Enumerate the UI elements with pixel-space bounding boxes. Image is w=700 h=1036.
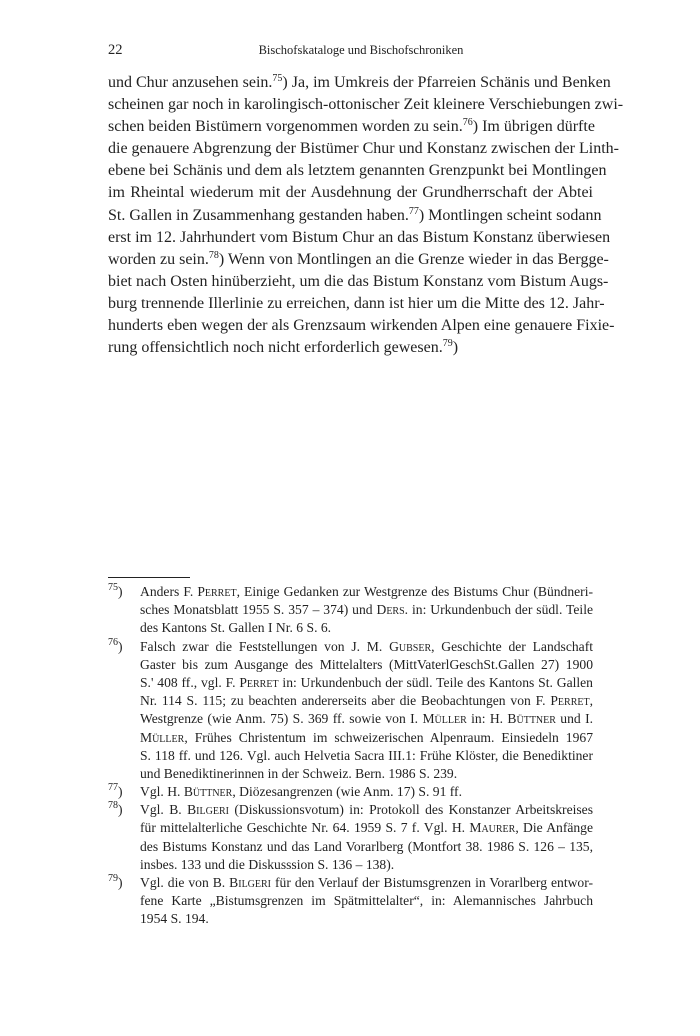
footnote-text: für den Verlauf der Bistumsgrenzen in Vorarlberg entwor-: [271, 875, 593, 890]
footnote-text: Anders F.: [140, 584, 198, 599]
footnote: [108, 783, 593, 801]
body-text: hunderts eben wegen der als Grenzsaum wirkenden Alpen eine genauere Fixie-: [108, 317, 615, 335]
footnote-text: , Die Anfänge: [515, 820, 594, 836]
footnote-reference: 79: [442, 338, 453, 350]
author-name: Maurer: [469, 820, 516, 836]
footnote-line: [140, 892, 593, 910]
body-text: im Rheintal wiederum mit der Ausdehnung der Grundherrschaft der Abtei: [108, 184, 593, 202]
author-name: Müller: [422, 711, 467, 727]
body-text: erst im 12. Jahrhundert vom Bistum Chur an das Bistum Konstanz überwiesen: [108, 228, 611, 246]
footnote-text: S. 118 ff. und 126. Vgl. auch Helvetia Sacra III.1: Frühe Klöster, die Benediktiner: [140, 747, 593, 763]
author-name: Perret: [197, 584, 237, 599]
footnote-text: in: Urkundenbuch der südl. Teile des Kantons St. Gallen: [278, 674, 593, 690]
body-line: [108, 293, 605, 315]
body-line: [108, 116, 593, 138]
footnote-line: [140, 819, 593, 837]
footnote-separator: [108, 577, 190, 578]
author-name: Perret: [239, 674, 279, 690]
footnote-text: für mittelalterliche Geschichte Nr. 64. 1959 S. 7 f. Vgl. H.: [140, 820, 470, 836]
page-number: 22: [108, 42, 123, 58]
body-text: rung offensichtlich noch nicht erforderlich gewesen.: [108, 339, 443, 357]
body-text: ) Im übrigen dürfte: [472, 118, 595, 136]
body-text: ) Ja, im Umkreis der Pfarreien Schänis und Benken: [282, 74, 611, 91]
body-text: ) Wenn von Montlingen an die Grenze wieder in das Bergge-: [218, 250, 609, 268]
footnote: [108, 801, 593, 874]
footnote-text: , Diözesangrenzen (wie Anm. 17) S. 91 ff.: [232, 784, 462, 800]
footnote-line: [140, 856, 593, 874]
footnote-text: und I.: [555, 711, 593, 727]
body-line: [108, 72, 611, 94]
footnote-text: und Benediktinerinnen in der Schweiz. Bern. 1986 S. 239.: [140, 765, 458, 781]
footnote-line: [140, 783, 593, 801]
footnotes: [108, 583, 593, 929]
body-line: [108, 315, 615, 337]
footnote-line: [140, 765, 593, 783]
footnote-text: des Kantons St. Gallen I Nr. 6 S. 6.: [140, 620, 332, 636]
footnote-text: Vgl. die von B.: [140, 875, 230, 890]
author-name: Bilgeri: [187, 802, 229, 818]
author-name: Büttner: [183, 784, 233, 800]
body-text: biet nach Osten hinüberzieht, um die das Bistum Konstanz vom Bistum Augs-: [108, 272, 609, 290]
footnote-text: , Frühes Christentum im schweizerischen Alpenraum. Einsiedeln 1967: [184, 729, 593, 745]
footnote-text: in: Urkundenbuch der südl. Teile: [408, 602, 594, 618]
footnote-text: Vgl. B.: [140, 802, 188, 818]
body-text: ): [452, 339, 459, 357]
footnote-number: $^{77}$): [108, 782, 123, 800]
footnote-text: , Geschichte der Landschaft: [431, 638, 593, 654]
footnote-text: insbes. 133 und die Diskusssion S. 136 – 138).: [140, 856, 395, 872]
footnote-line: [140, 910, 593, 928]
footnote-text: Westgrenze (wie Anm. 75) S. 369 ff. sowie von I.: [140, 711, 423, 727]
footnote-line: [140, 656, 593, 674]
body-line: [108, 160, 607, 182]
footnote: [108, 874, 593, 929]
body-line: [108, 138, 619, 160]
footnote-line: [140, 583, 593, 601]
main-text: [108, 72, 624, 359]
body-line: [108, 182, 593, 204]
footnote-number: $^{75}$): [108, 582, 123, 599]
footnote-line: [140, 674, 593, 692]
body-line: [108, 205, 602, 227]
author-name: Ders.: [376, 602, 409, 618]
footnote-line: [140, 801, 593, 819]
footnote-text: Gaster bis zum Ausgange des Mittelalters (MittVaterlGeschSt.Gallen 27) 1900: [140, 656, 593, 672]
body-line: [108, 337, 593, 359]
author-name: Gubser: [389, 638, 432, 654]
footnote-reference: 76: [462, 117, 473, 129]
footnote-number: $^{79}$): [108, 873, 123, 890]
footnote-line: [140, 601, 593, 619]
footnote-line: [140, 619, 593, 637]
footnote-number: $^{78}$): [108, 800, 123, 818]
body-text: scheinen gar noch in karolingisch-ottonischer Zeit kleinere Verschiebungen zwi-: [108, 96, 624, 114]
author-name: Bilgeri: [229, 875, 272, 890]
footnote-line: [140, 638, 593, 656]
footnote-number: $^{76}$): [108, 636, 123, 654]
footnote-text: in: H.: [466, 711, 508, 727]
footnote-line: [140, 747, 593, 765]
body-text: ) Montlingen scheint sodann: [418, 206, 602, 224]
footnote-text: S.' 408 ff., vgl. F.: [140, 674, 240, 690]
body-text: die genauere Abgrenzung der Bistümer Chur und Konstanz zwischen der Linth-: [108, 140, 619, 158]
body-line: [108, 249, 609, 271]
footnote-line: [140, 692, 593, 710]
body-line: [108, 94, 624, 116]
footnote-text: fene Karte „Bistumsgrenzen im Spätmittelalter“, in: Alemannisches Jahrbuch: [140, 893, 593, 909]
footnote-text: sches Monatsblatt 1955 S. 357 – 374) und: [140, 602, 377, 618]
footnote-line: [140, 874, 593, 892]
footnote-reference: 75: [272, 73, 283, 84]
body-text: worden zu sein.: [108, 250, 209, 268]
body-line: [108, 271, 609, 293]
body-text: schen beiden Bistümern vorgenommen worden zu sein.: [108, 118, 463, 136]
footnote-text: Falsch zwar die Feststellungen von J. M.: [140, 638, 390, 654]
body-text: ebene bei Schänis und dem als letztem genannten Grenzpunkt bei Montlingen: [108, 162, 607, 180]
author-name: Müller: [140, 729, 185, 745]
footnote-text: Vgl. H.: [140, 784, 184, 800]
body-text: St. Gallen in Zusammenhang gestanden haben.: [108, 206, 409, 224]
footnote-text: , Einige Gedanken zur Westgrenze des Bistums Chur (Bündneri-: [236, 584, 593, 599]
footnote-text: (Diskussionsvotum) in: Protokoll des Konstanzer Arbeitskreises: [228, 802, 593, 818]
footnote-reference: 77: [408, 205, 419, 217]
running-title: Bischofskataloge und Bischofschroniken: [258, 43, 464, 57]
footnote-text: 1954 S. 194.: [140, 911, 209, 927]
footnote-line: [140, 710, 593, 728]
body-text: burg trennende Illerlinie zu erreichen, dann ist hier um die Mitte des 12. Jahr-: [108, 294, 605, 312]
author-name: Perret: [550, 693, 590, 709]
footnote-text: des Bistums Konstanz und das Land Vorarlberg (Montfort 38. 1986 S. 126 – 135,: [140, 838, 593, 854]
footnote-reference: 78: [208, 249, 219, 261]
body-line: [108, 227, 611, 249]
footnote-text: ,: [589, 693, 593, 709]
body-text: und Chur anzusehen sein.: [108, 74, 273, 91]
footnote-line: [140, 729, 593, 747]
footnote-line: [140, 838, 593, 856]
footnote-text: Nr. 114 S. 115; zu beachten andererseits aber die Beobachtungen von F.: [140, 693, 551, 709]
author-name: Büttner: [507, 711, 556, 727]
footnote: [108, 583, 593, 638]
footnote: [108, 638, 593, 784]
